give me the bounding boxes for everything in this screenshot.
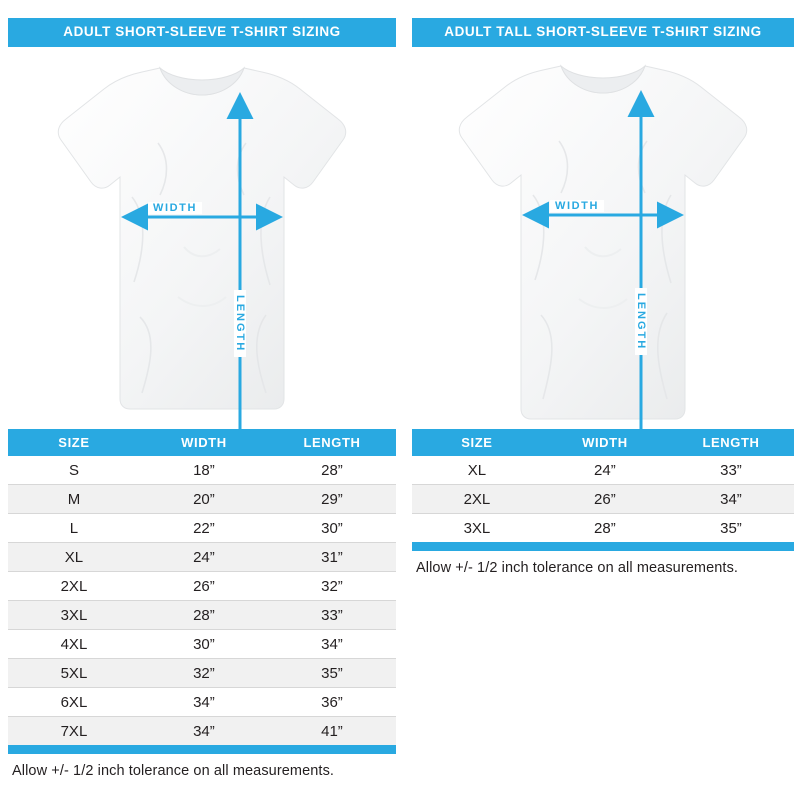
cell-length: 31”: [268, 542, 396, 571]
cell-width: 32”: [140, 658, 268, 687]
header-length: LENGTH: [268, 429, 396, 456]
adult-tshirt-illustration: [8, 47, 396, 429]
table-row: [8, 456, 396, 485]
table-row: [8, 484, 396, 513]
cell-length: 33”: [668, 456, 794, 485]
adult-width-label: WIDTH: [148, 202, 202, 214]
cell-size: 7XL: [8, 716, 140, 745]
cell-width: 26”: [140, 571, 268, 600]
table-row: [8, 600, 396, 629]
table-row: [412, 513, 794, 542]
cell-length: 28”: [268, 456, 396, 485]
cell-width: 18”: [140, 456, 268, 485]
cell-length: 35”: [268, 658, 396, 687]
cell-width: 34”: [140, 716, 268, 745]
cell-size: L: [8, 513, 140, 542]
adult-tall-length-label: LENGTH: [635, 288, 647, 355]
header-length: LENGTH: [668, 429, 794, 456]
cell-length: 32”: [268, 571, 396, 600]
cell-size: 5XL: [8, 658, 140, 687]
cell-length: 34”: [268, 629, 396, 658]
cell-size: 2XL: [8, 571, 140, 600]
table-header-row: [412, 429, 794, 456]
cell-size: 2XL: [412, 484, 542, 513]
header-width: WIDTH: [140, 429, 268, 456]
table-row: [412, 484, 794, 513]
cell-length: 30”: [268, 513, 396, 542]
cell-width: 26”: [542, 484, 668, 513]
table-row: [8, 629, 396, 658]
table-row: [8, 571, 396, 600]
header-size: SIZE: [412, 429, 542, 456]
adult-tall-width-label: WIDTH: [550, 200, 604, 212]
table-row: [8, 513, 396, 542]
table-header-row: [8, 429, 396, 456]
cell-length: 33”: [268, 600, 396, 629]
cell-width: 28”: [594, 519, 616, 537]
adult-tall-tshirt-illustration: [412, 47, 794, 429]
cell-size: S: [8, 456, 140, 485]
adult-tall-tolerance-note: Allow +/- 1/2 inch tolerance on all measurements.: [416, 559, 739, 576]
adult-size-table: [8, 429, 396, 745]
cell-width: 20”: [140, 484, 268, 513]
cell-width: 34”: [140, 687, 268, 716]
cell-width: 30”: [140, 629, 268, 658]
cell-length: 41”: [268, 716, 396, 745]
header-width: WIDTH: [542, 429, 668, 456]
table-row: [8, 716, 396, 745]
adult-tall-sizing-panel: [412, 18, 794, 576]
table-row: [412, 456, 794, 485]
header-size: SIZE: [8, 429, 140, 456]
cell-size: M: [8, 484, 140, 513]
table-row: [8, 542, 396, 571]
cell-size: XL: [412, 456, 542, 485]
adult-tall-sizing-title: ADULT TALL SHORT-SLEEVE T-SHIRT SIZING: [412, 18, 794, 47]
adult-tall-size-table: [412, 429, 794, 542]
cell-size: 4XL: [8, 629, 140, 658]
cell-length: 35”: [720, 519, 742, 537]
adult-tall-shirt-diagram: [412, 47, 794, 429]
cell-width: 24”: [140, 542, 268, 571]
cell-length: 36”: [268, 687, 396, 716]
adult-shirt-diagram: [8, 47, 396, 429]
adult-sizing-panel: [8, 18, 396, 779]
cell-length: 34”: [668, 484, 794, 513]
cell-size: 3XL: [8, 600, 140, 629]
cell-size: XL: [8, 542, 140, 571]
cell-width: 24”: [542, 456, 668, 485]
cell-width: 22”: [140, 513, 268, 542]
adult-sizing-title: ADULT SHORT-SLEEVE T-SHIRT SIZING: [8, 18, 396, 47]
cell-size: 3XL: [463, 519, 491, 537]
adult-tolerance-note: Allow +/- 1/2 inch tolerance on all measurements.: [12, 762, 335, 779]
cell-width: 28”: [140, 600, 268, 629]
adult-tall-table-underbar: [412, 542, 794, 551]
adult-table-underbar: [8, 745, 396, 754]
cell-length: 29”: [268, 484, 396, 513]
adult-length-label: LENGTH: [234, 290, 246, 357]
table-row: [8, 687, 396, 716]
table-row: [8, 658, 396, 687]
cell-size: 6XL: [8, 687, 140, 716]
